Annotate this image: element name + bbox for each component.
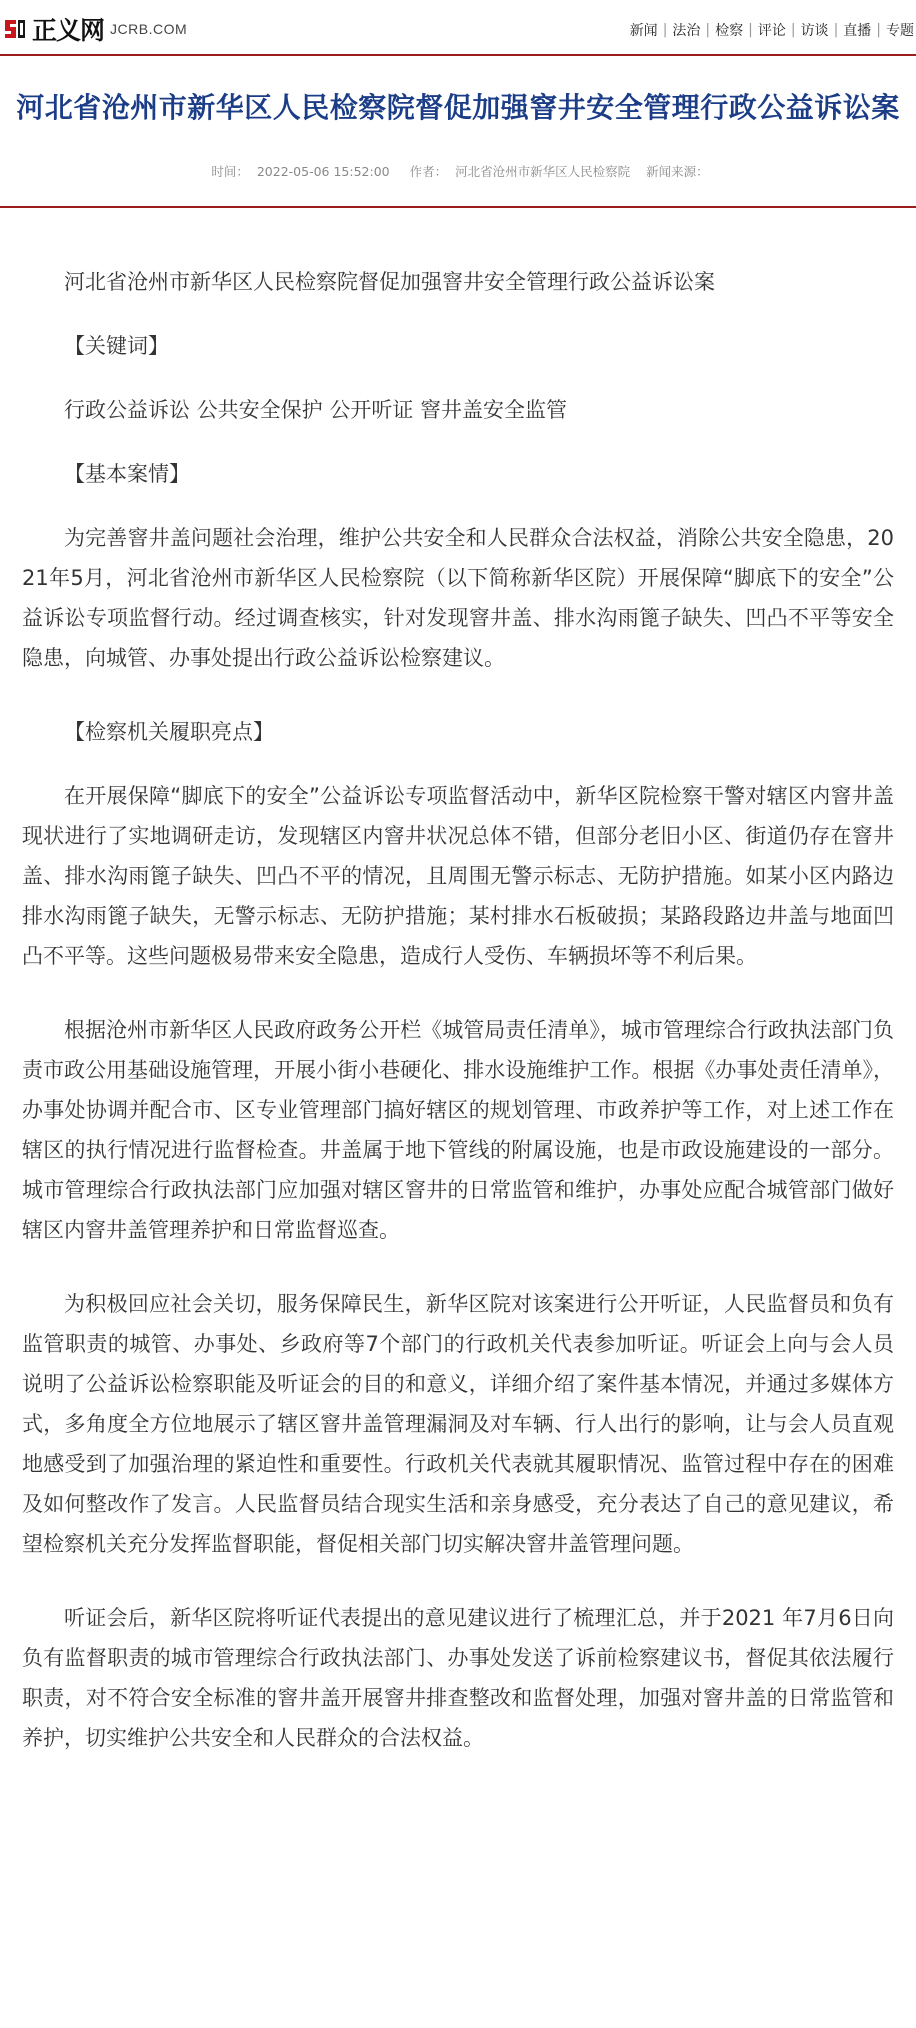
nav-divider: | (748, 22, 753, 38)
meta-source-label: 新闻来源： (646, 164, 709, 179)
meta-time-label: 时间： (211, 164, 249, 179)
nav-item-live[interactable]: 直播 (843, 23, 872, 39)
meta-author-value: 河北省沧州市新华区人民检察院 (455, 164, 631, 179)
highlights-heading: 【检察机关履职亮点】 (64, 720, 274, 744)
nav-item-law[interactable]: 法治 (672, 23, 701, 39)
site-logo[interactable] (2, 14, 187, 44)
nav-item-news[interactable]: 新闻 (629, 23, 658, 39)
logo-chinese-text: 正义网 (32, 16, 105, 45)
nav-item-commentary[interactable]: 评论 (757, 23, 786, 39)
nav-divider: | (662, 22, 668, 38)
article-paragraph: 为积极回应社会关切，服务保障民生，新华区院对该案进行公开听证，人民监督员和负有监管职责的城管、办事处、乡政府等7个部门的行政机关代表参加听证。听证会上向与会人员说明了公益诉讼检察职能及听证会的目的和意义，详细介绍了案件基本情况，并通过多媒体方式，多角度全方位地展示了辖区窨井盖管理漏洞及对车辆、行人出行的影响，让与会人员直观地感受到了加强治理的紧迫性和重要性。行政机关代表就其履职情况、监管过程中存在的困难及如何整改作了发言。人民监督员结合现实生活和亲身感受，充分表达了自己的意见建议，希望检察机关充分发挥监督职能，督促相关部门切实解决窨井盖管理问题。 (22, 1292, 894, 1556)
logo-english-text: JCRB.COM (110, 21, 188, 37)
keywords-text: 行政公益诉讼 公共安全保护 公开听证 窨井盖安全监管 (64, 398, 568, 422)
logo-mark-icon (2, 16, 28, 42)
top-nav (628, 20, 916, 40)
meta-author-label: 作者： (409, 164, 448, 179)
nav-divider: | (790, 22, 796, 38)
nav-divider: | (876, 22, 881, 38)
article-paragraph: 根据沧州市新华区人民政府政务公开栏《城管局责任清单》，城市管理综合行政执法部门负责市政公用基础设施管理，开展小街小巷硬化、排水设施维护工作。根据《办事处责任清单》，办事处协调并配合市、区专业管理部门搞好辖区的规划管理、市政养护等工作，对上述工作在辖区的执行情况进行监督检查。井盖属于地下管线的附属设施，也是市政设施建设的一部分。城市管理综合行政执法部门应加强对辖区窨井的日常监管和维护，办事处应配合城管部门做好辖区内窨井盖管理养护和日常监督巡查。 (22, 1018, 894, 1242)
nav-divider: | (705, 22, 711, 38)
basic-facts-heading: 【基本案情】 (64, 462, 190, 486)
nav-item-interview[interactable]: 访谈 (800, 23, 829, 39)
nav-item-topics[interactable]: 专题 (886, 23, 914, 39)
keywords-heading: 【关键词】 (64, 334, 169, 358)
article-paragraph: 听证会后，新华区院将听证代表提出的意见建议进行了梳理汇总，并于2021 年7月6日向负有监督职责的城市管理综合行政执法部门、办事处发送了诉前检察建议书，督促其依法履行职责，对不符合安全标准的窨井盖开展窨井排查整改和监督处理，加强对窨井盖的日常监管和养护，切实维护公共安全和人民群众的合法权益。 (22, 1606, 894, 1750)
article-paragraph: 在开展保障“脚底下的安全”公益诉讼专项监督活动中，新华区院检察干警对辖区内窨井盖现状进行了实地调研走访，发现辖区内窨井状况总体不错，但部分老旧小区、街道仍存在窨井盖、排水沟雨篦子缺失、凹凸不平的情况，且周围无警示标志、无防护措施。如某小区内路边排水沟雨篦子缺失，无警示标志、无防护措施；某村排水石板破损；某路段路边井盖与地面凹凸不平等。这些问题极易带来安全隐患，造成行人受伤、车辆损坏等不利后果。 (22, 784, 894, 968)
article-header (0, 58, 916, 208)
meta-time (207, 164, 393, 179)
page-title: 河北省沧州市新华区人民检察院督促加强窨井安全管理行政公益诉讼案 (16, 91, 900, 124)
nav-divider: | (833, 22, 839, 38)
meta-time-value: 2022-05-06 15:52:00 (256, 164, 390, 179)
top-bar (0, 0, 916, 56)
article-body (22, 262, 894, 1792)
article-subtitle: 河北省沧州市新华区人民检察院督促加强窨井安全管理行政公益诉讼案 (64, 270, 715, 294)
article-meta (0, 162, 916, 180)
basic-facts-paragraph: 为完善窨井盖问题社会治理，维护公共安全和人民群众合法权益，消除公共安全隐患，2021年5月，河北省沧州市新华区人民检察院（以下简称新华区院）开展保障“脚底下的安全”公益诉讼专项监督行动。经过调查核实，针对发现窨井盖、排水沟雨篦子缺失、凹凸不平等安全隐患，向城管、办事处提出行政公益诉讼检察建议。 (22, 526, 894, 670)
nav-item-procuratorate[interactable]: 检察 (715, 23, 744, 39)
meta-author (406, 164, 635, 179)
